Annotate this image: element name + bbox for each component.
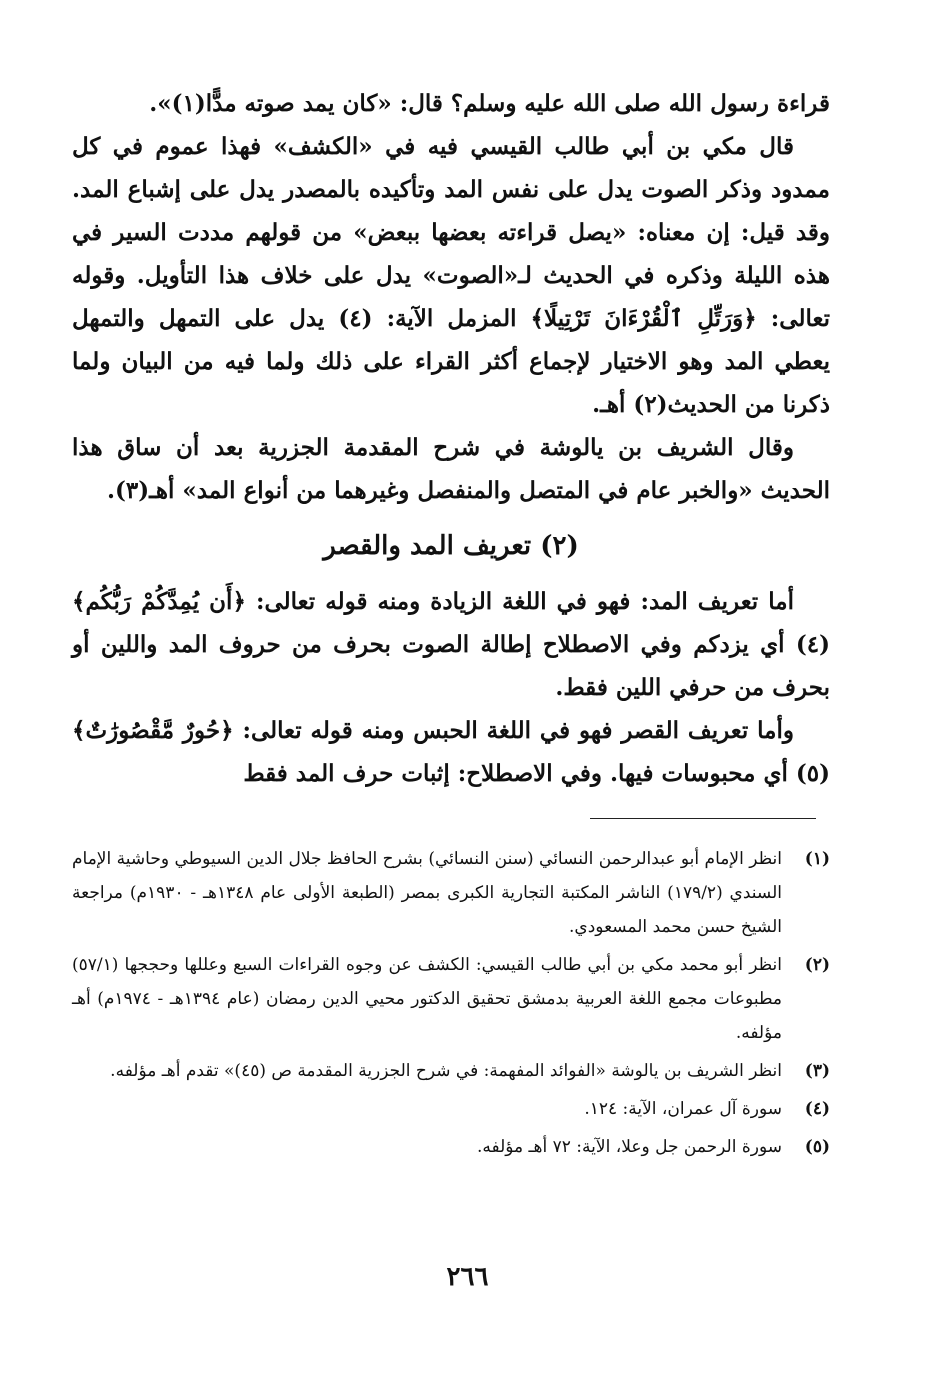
footnotes [72,842,830,1168]
main-text [72,82,830,795]
paragraph: قراءة رسول الله صلى الله عليه وسلم؟ قال: «كان يمد صوته مدًّا(١)». [149,90,830,117]
footnote-number: (٥) [804,1137,830,1157]
footnote-number: (١) [804,849,830,869]
footnote-text: انظر الشريف بن يالوشة «الفوائد المفهمة: في شرح الجزرية المقدمة ص (٤٥)» تقدم أهـ مؤلفه. [110,1061,782,1081]
footnote [72,842,830,944]
footnote-text: انظر الإمام أبو عبدالرحمن النسائي (سنن النسائي) بشرح الحافظ جلال الدين السيوطي وحاشية الإمام السندي (١٧٩/٢) الناشر المكتبة التجارية الكبرى بمصر (الطبعة الأولى عام ١٣٤٨هـ - ١٩٣٠م) مراجعة الشيخ حسن محمد المسعودي. [72,849,782,937]
footnote-number: (٤) [804,1099,830,1119]
footnote-separator [590,818,816,819]
footnote [72,948,830,1050]
section-heading: (٢) تعريف المد والقصر [323,531,579,561]
footnote [72,1054,830,1088]
paragraph: وقال الشريف بن يالوشة في شرح المقدمة الجزرية بعد أن ساق هذا الحديث «والخبر عام في المتصل والمنفصل وغيرهما من أنواع المد» أهـ(٣). [72,434,830,504]
page-number: ٢٦٦ [446,1262,489,1292]
paragraph: أما تعريف المد: فهو في اللغة الزيادة ومنه قوله تعالى: ﴿أَن يُمِدَّكُمْ رَبُّكُم﴾(٤) أي يزدكم وفي الاصطلاح إطالة الصوت بحرف من حروف المد واللين أو بحرف من حرفي اللين فقط. [72,588,830,701]
footnote [72,1130,830,1164]
paragraph: قال مكي بن أبي طالب القيسي فيه في «الكشف» فهذا عموم في كل ممدود وذكر الصوت يدل على نفس المد وتأكيده بالمصدر يدل على إشباع المد. وقد قيل: إن معناه: «يصل قراءته بعضها ببعض» من قولهم مددت السير في هذه الليلة وذكره في الحديث لـ«الصوت» يدل على خلاف هذا التأويل. وقوله تعالى: ﴿وَرَتِّلِ ٱلْقُرْءَانَ تَرْتِيلًا﴾ المزمل الآية: (٤) يدل على التمهل والتمهل يعطي المد وهو الاختيار لإجماع أكثر القراء على ذلك ولما فيه من البيان ولما ذكرنا من الحديث(٢) أهـ. [72,133,830,418]
paragraph: وأما تعريف القصر فهو في اللغة الحبس ومنه قوله تعالى: ﴿حُورٌ مَّقْصُورَٰتٌ﴾(٥) أي محبوسات فيها. وفي الاصطلاح: إثبات حرف المد فقط [72,717,830,787]
footnote-number: (٢) [804,955,830,975]
footnote-text: سورة الرحمن جل وعلا، الآية: ٧٢ أهـ مؤلفه. [476,1137,782,1157]
footnote-text: انظر أبو محمد مكي بن أبي طالب القيسي: الكشف عن وجوه القراءات السبع وعللها وحججها (٥٧/١) مطبوعات مجمع اللغة العربية بدمشق تحقيق الدكتور محيي الدين رمضان (عام ١٣٩٤هـ - ١٩٧٤م) أهـ مؤلفه. [72,955,782,1043]
footnote-number: (٣) [804,1061,830,1081]
footnote [72,1092,830,1126]
footnote-text: سورة آل عمران، الآية: ١٢٤. [584,1099,782,1119]
